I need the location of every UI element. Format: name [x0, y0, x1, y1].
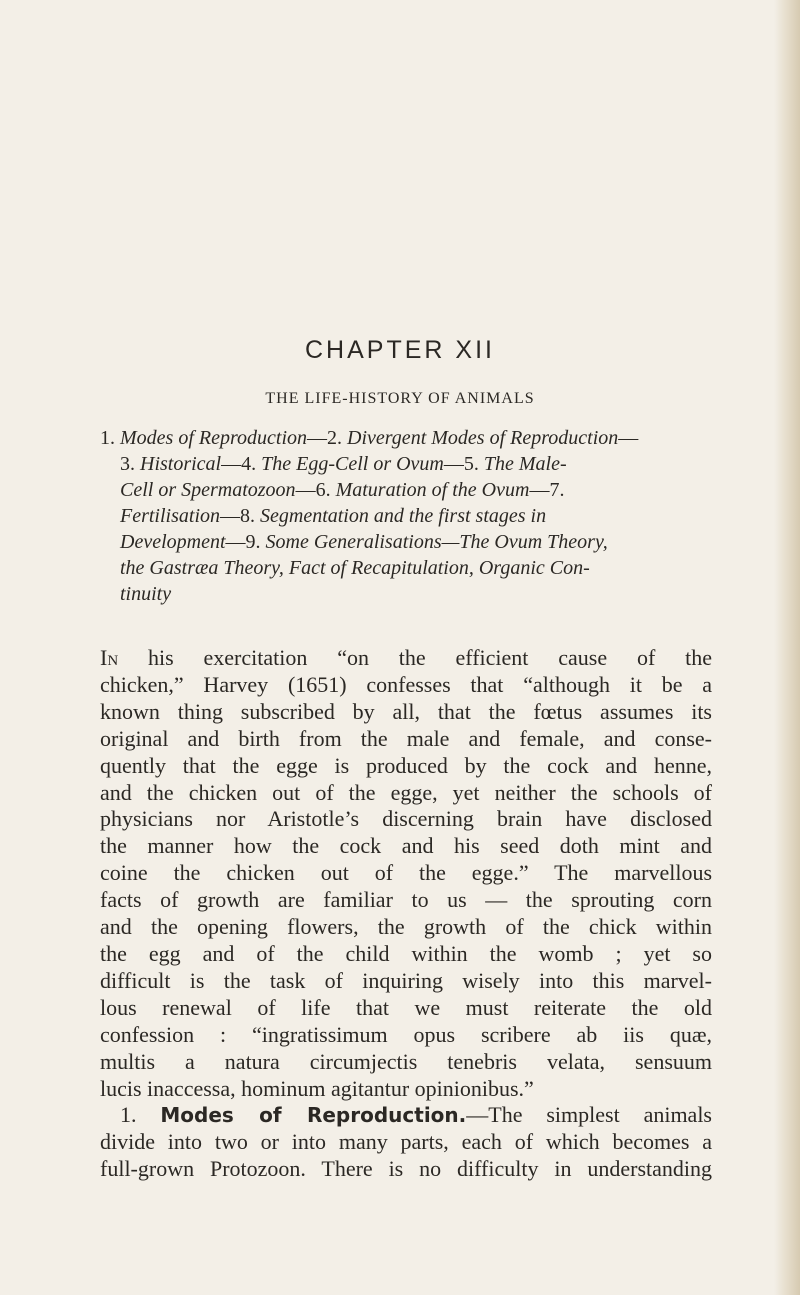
text-run: —6. — [295, 479, 336, 501]
body-line — [100, 833, 712, 860]
text-run: —2. — [307, 427, 348, 449]
body-line — [100, 1129, 712, 1156]
text-run: divide into two or into many parts, each of which becomes a — [100, 1129, 712, 1155]
text-run: Modes of Reproduction — [120, 427, 308, 449]
body-line — [100, 1076, 712, 1103]
text-run: Some Generalisations—The Ovum Theory, — [265, 531, 608, 553]
text-run: —7. — [529, 479, 565, 501]
body-line — [100, 1156, 712, 1183]
text-run: and the chicken out of the egge, yet neither the schools of — [100, 779, 712, 805]
body-line — [100, 995, 712, 1022]
text-run: Historical — [140, 453, 222, 475]
text-run: the manner how the cock and his seed doth mint and — [100, 833, 712, 859]
text-run: —The simplest animals — [466, 1102, 712, 1128]
body-line — [100, 860, 712, 887]
text-run: Divergent Modes of Reproduction — [347, 427, 619, 449]
text-run: 1. — [120, 1102, 161, 1128]
text-run: multis a natura circumjectis tenebris velata, sensuum — [100, 1048, 712, 1074]
text-run: Segmentation and the first stages in — [260, 505, 547, 527]
text-run: known thing subscribed by all, that the fœtus assumes its — [100, 698, 712, 724]
text-run: difficult is the task of inquiring wisely into this marvel- — [100, 967, 712, 993]
contents-line — [100, 425, 712, 451]
body-line — [100, 726, 712, 753]
text-run: tinuity — [120, 583, 172, 605]
body-line — [100, 914, 712, 941]
text-run: physicians nor Aristotle’s discerning brain have disclosed — [100, 806, 712, 832]
text-run: — — [618, 427, 639, 449]
text-run: 3. — [120, 453, 140, 475]
text-run: —9. — [225, 531, 266, 553]
text-run: lous renewal of life that we must reiterate the old — [100, 994, 712, 1020]
body-text — [100, 645, 712, 1183]
section-heading: Modes of Reproduction. — [160, 1103, 467, 1128]
contents-line — [100, 503, 712, 529]
contents-line — [100, 451, 712, 477]
text-run: original and birth from the male and female, and conse- — [100, 725, 712, 751]
body-line — [100, 699, 712, 726]
text-run: Fertilisation — [120, 505, 220, 527]
text-run: chicken,” Harvey (1651) confesses that “although it be a — [100, 671, 712, 697]
body-line — [100, 753, 712, 780]
text-run: facts of growth are familiar to us — the sprouting corn — [100, 887, 712, 913]
body-line — [100, 645, 712, 672]
body-line — [100, 968, 712, 995]
body-line — [100, 887, 712, 914]
text-run: —4. — [221, 453, 262, 475]
text-run: his exercitation “on the efficient cause of the — [118, 645, 712, 670]
contents-line — [100, 581, 712, 607]
text-run: —5. — [443, 453, 484, 475]
text-run: In — [100, 645, 119, 670]
body-line — [100, 1049, 712, 1076]
body-line — [100, 806, 712, 833]
text-run: Cell or Spermatozoon — [120, 479, 296, 501]
body-line — [100, 672, 712, 699]
text-run: 1. — [100, 427, 120, 449]
text-run: the Gastræa Theory, Fact of Recapitulation, Organic Con- — [120, 557, 590, 579]
contents-line — [100, 555, 712, 581]
contents-line — [100, 477, 712, 503]
text-run: The Male- — [483, 453, 567, 475]
contents-line — [100, 529, 712, 555]
text-run: and the opening flowers, the growth of the chick within — [100, 914, 712, 940]
text-run: full-grown Protozoon. There is no difficulty in understanding — [100, 1156, 712, 1182]
page-edge-shadow — [774, 0, 800, 1295]
text-run: Development — [120, 531, 226, 553]
chapter-contents-summary — [100, 425, 712, 607]
body-line — [100, 1022, 712, 1049]
text-run: Maturation of the Ovum — [335, 479, 530, 501]
text-run: The Egg-Cell or Ovum — [261, 453, 444, 475]
text-run: coine the chicken out of the egge.” The marvellous — [100, 860, 712, 886]
text-run: the egg and of the child within the womb ; yet so — [100, 940, 712, 966]
body-line — [100, 780, 712, 807]
body-line — [100, 941, 712, 968]
body-line — [100, 1102, 712, 1129]
text-run: —8. — [220, 505, 260, 527]
text-run: lucis inaccessa, hominum agitantur opinionibus.” — [100, 1075, 534, 1101]
text-run: quently that the egge is produced by the cock and henne, — [100, 752, 712, 778]
text-run: confession : “ingratissimum opus scribere ab iis quæ, — [100, 1021, 712, 1047]
chapter-title: CHAPTER XII — [305, 336, 495, 364]
chapter-subtitle: THE LIFE-HISTORY OF ANIMALS — [265, 390, 535, 407]
